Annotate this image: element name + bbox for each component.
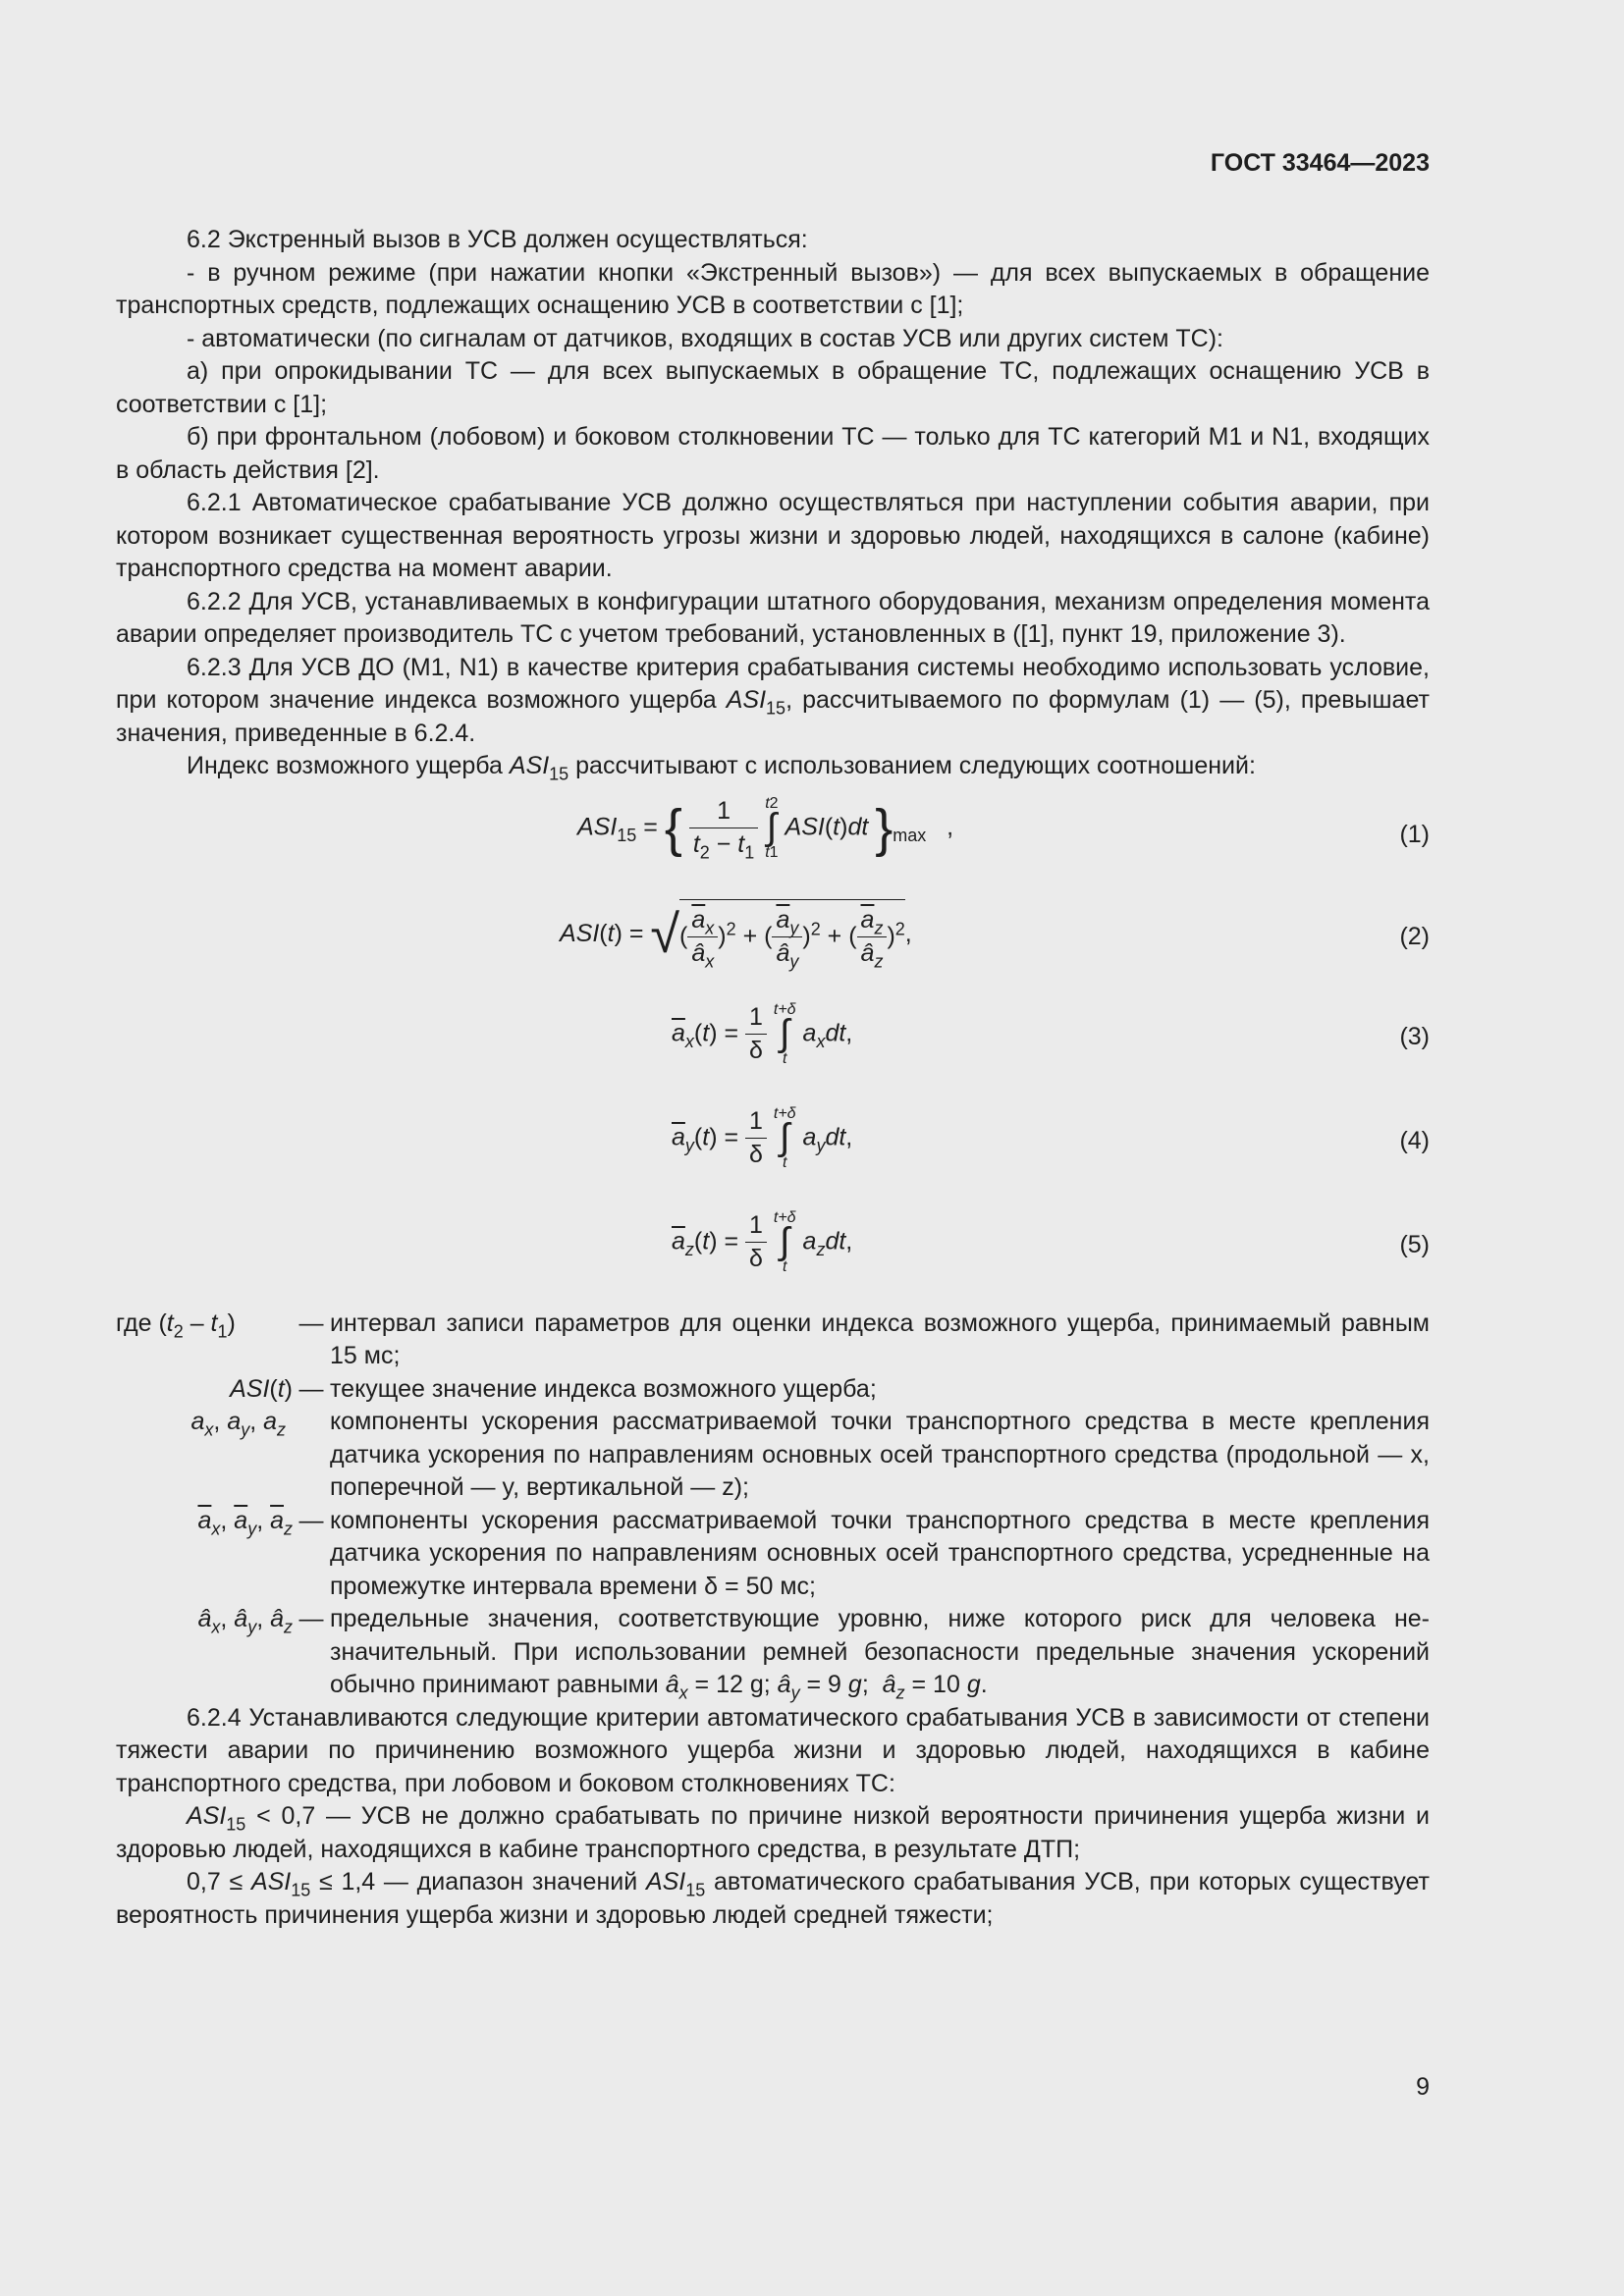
formula-3: $\overline{a}_x(t)$ = $\frac{1}{\delta}$ t+δ ∫ t $a_xdt$, (3) bbox=[672, 1000, 1430, 1067]
definition-term: $\overline{a}_x$, $\overline{a}_y$, $\overline{a}_z$ bbox=[197, 1506, 293, 1538]
paragraph-6-2-3: 6.2.3 Для УСВ ДО (М1, N1) в качестве критерия срабатывания системы необходимо использовать условие, при котором значение индекса возможного ущерба $ASI_{15}$, рассчитываемого по формулам (1) — (5), превышает значения, приведенные в 6.2.4. bbox=[116, 653, 1430, 747]
definition-interval: где $(t_2 - t_1)$ — интервал записи параметров для оценки индекса возможного ущерба, принимаемый равным 15 мс; bbox=[116, 1308, 1430, 1373]
definition-text: интервал записи параметров для оценки индекса возможного ущерба, принимаемый равным 15 мс; bbox=[330, 1308, 1430, 1369]
definition-text: текущее значение индекса возможного ущерба; bbox=[330, 1374, 877, 1403]
formula-5-number: (5) bbox=[1399, 1230, 1430, 1258]
definition-term: где $(t_2 - t_1)$ bbox=[116, 1308, 236, 1341]
document-code: ГОСТ 33464—2023 bbox=[1210, 149, 1430, 177]
definition-term: ASI(t) bbox=[230, 1374, 293, 1403]
paragraph-6-2-1: 6.2.1 Автоматическое срабатывание УСВ должно осуществляться при наступлении события аварии, при котором возникает существенная вероятность угрозы жизни и здоровью людей, находящихся в салоне (кабине) транспортного средства на момент аварии. bbox=[116, 489, 1430, 582]
formula-5: $\overline{a}_z(t)$ = $\frac{1}{\delta}$ t+δ ∫ t $a_zdt$, (5) bbox=[672, 1208, 1430, 1275]
definition-term: $â_x$, $â_y$, $â_z$ bbox=[197, 1605, 293, 1637]
definition-a-components bbox=[116, 1406, 1430, 1505]
definition-a-limits: $â_x$, $â_y$, $â_z$ — предельные значения, соответствующие уровню, ниже которого риск для человека незначительный. При использовании ремней безопасности предельные значения ускорений обычно принимают равными $â_x = 12$ g; $â_y = 9$ g; $â_z = 10$ g. bbox=[116, 1603, 1430, 1702]
paragraph-6-2: 6.2 Экстренный вызов в УСВ должен осуществляться: bbox=[187, 226, 808, 253]
formula-2: ASI(t) = √( $\frac{\overline{a}_x}{â_x}$ )$^2$ + ( $\frac{\overline{a}_y}{â_y}$ )$^2$ + ( $\frac{\overline{a}_z}{â_z}$ )$^2$, (2) bbox=[116, 881, 1430, 989]
paragraph-manual-mode: - в ручном режиме (при нажатии кнопки «Экстренный вызов») — для всех выпускаемых в обращение транспортных средств, подлежащих оснащению УСВ в соответствии с [1]; bbox=[116, 258, 1430, 319]
formula-4-number: (4) bbox=[1399, 1126, 1430, 1154]
definition-term: $a_x$, $a_y$, $a_z$ bbox=[190, 1408, 287, 1440]
definition-a-averaged: $\overline{a}_x$, $\overline{a}_y$, $\overline{a}_z$ — компоненты ускорения рассматриваемой точки транспортного средства в месте крепления датчика ускорения по направлениям основных осей транспортного средства, усредненные на промежутке интервала времени δ = 50 мс; bbox=[116, 1505, 1430, 1604]
paragraph-auto-mode: - автоматически (по сигналам от датчиков, входящих в состав УСВ или других систем ТС): bbox=[187, 324, 1223, 352]
definition-text: предельные значения, соответствующие уровню, ниже которого риск для человека незначительный. При использовании ремней безопасности предельные значения ускорений обычно принимают равными $â_x = 12$ g; $â_y = 9$ g; $â_z = 10$ g. bbox=[330, 1605, 1430, 1703]
definition-text: компоненты ускорения рассматриваемой точки транспортного средства в месте крепления датчика ускорения по направлениям основных осей транспортного средства (продольной — x, поперечной — y, вертикальной — z); bbox=[330, 1408, 1430, 1501]
page-number: 9 bbox=[1416, 2073, 1430, 2101]
paragraph-item-a: а) при опрокидывании ТС — для всех выпускаемых в обращение ТС, подлежащих оснащению УСВ в соответствии с [1]; bbox=[116, 357, 1430, 418]
formula-1-number: (1) bbox=[1399, 820, 1430, 848]
formula-1: $ASI_{15}$ = { $\frac{1}{t_2 - t_1}$ t2 ∫ t1 ASI(t)dt }$_{max}$ , (1) bbox=[577, 794, 1430, 863]
paragraph-6-2-4: 6.2.4 Устанавливаются следующие критерии автоматического срабатывания УСВ в зависимости от степени тяжести аварии по причинению возможного ущерба жизни и здоровью людей, находящихся в кабине транспортного средства, при лобовом и боковом столкновениях ТС: bbox=[116, 1703, 1430, 1797]
paragraph-criterion-medium: $0,7 \le ASI_{15} \le 1,4$ — диапазон значений $ASI_{15}$ автоматического срабатывания УСВ, при которых существует вероятность причинения ущерба жизни и здоровью людей средней тяжести; bbox=[116, 1868, 1430, 1929]
paragraph-index-intro: Индекс возможного ущерба $ASI_{15}$ рассчитывают с использованием следующих соотношений: bbox=[187, 752, 1256, 784]
paragraph-item-b: б) при фронтальном (лобовом) и боковом столкновении ТС — только для ТС категорий М1 и N1, входящих в область действия [2]. bbox=[116, 423, 1430, 484]
formula-4: $\overline{a}_y(t)$ = $\frac{1}{\delta}$ t+δ ∫ t $a_ydt$, (4) bbox=[672, 1104, 1430, 1171]
paragraph-criterion-low: $ASI_{15} < 0,7$ — УСВ не должно срабатывать по причине низкой вероятности причинения ущерба жизни и здоровью людей, находящихся в кабине транспортного средства, в результате ДТП; bbox=[116, 1802, 1430, 1863]
definition-text: компоненты ускорения рассматриваемой точки транспортного средства в месте крепления датчика ускорения по направлениям основных осей транспортного средства, усредненные на промежутке интервала времени δ = 50 мс; bbox=[330, 1506, 1430, 1600]
page-body bbox=[116, 224, 1430, 1932]
paragraph-6-2-2: 6.2.2 Для УСВ, устанавливаемых в конфигурации штатного оборудования, механизм определения момента аварии определяет производитель ТС с учетом требований, установленных в ([1], пункт 19, приложение 3). bbox=[116, 587, 1430, 648]
formula-2-number: (2) bbox=[1399, 922, 1430, 950]
definition-asi-t: ASI(t) — текущее значение индекса возможного ущерба; bbox=[116, 1373, 1430, 1407]
definition-list bbox=[116, 1308, 1430, 1702]
formula-3-number: (3) bbox=[1399, 1022, 1430, 1050]
